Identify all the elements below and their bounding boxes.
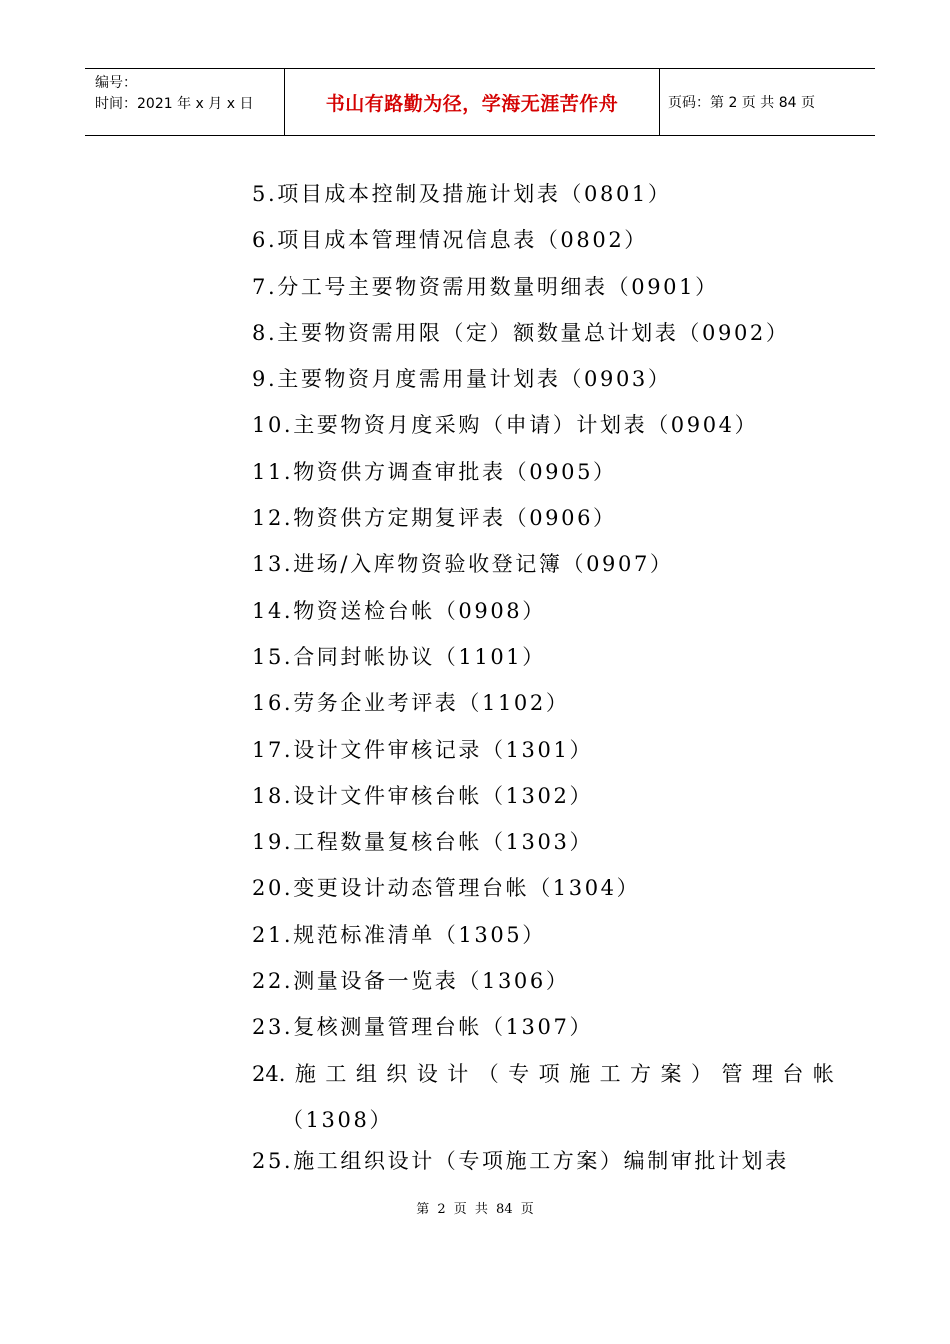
header-motto: 书山有路勤为径，学海无涯苦作舟 — [325, 92, 619, 115]
list-item: 7.分工号主要物资需用数量明细表（0901） — [252, 274, 719, 299]
list-item: 20.变更设计动态管理台帐（1304） — [252, 876, 641, 901]
list-item: 17.设计文件审核记录（1301） — [252, 737, 594, 762]
list-item: 23.复核测量管理台帐（1307） — [252, 1015, 594, 1040]
document-number-label: 编号： — [95, 75, 137, 91]
list-item-24-char: 施 — [294, 1061, 316, 1086]
list-item: 11.物资供方调查审批表（0905） — [252, 459, 617, 484]
list-item: 9.主要物资月度需用量计划表（0903） — [252, 367, 672, 392]
list-item: 15.合同封帐协议（1101） — [252, 644, 546, 669]
list-item-24-char: 项 — [538, 1061, 560, 1086]
header-divider — [659, 69, 660, 135]
list-item-24-char: 方 — [630, 1061, 652, 1086]
list-item: 13.进场/入库物资验收登记簿（0907） — [252, 552, 674, 577]
header-page-info: 页码：第 2 页 共 84 页 — [668, 95, 815, 111]
header-meta — [95, 73, 253, 115]
page-header — [85, 68, 875, 136]
list-item: 12.物资供方定期复评表（0906） — [252, 506, 617, 531]
list-item-24-char: 工 — [325, 1061, 347, 1086]
list-item-24 — [252, 1056, 834, 1143]
list-item-24-char: 台 — [782, 1061, 804, 1086]
list-item-24-line1 — [252, 1056, 834, 1102]
document-time-label: 时间：2021 年 x 月 x 日 — [95, 96, 254, 112]
list-item-24-char: 管 — [721, 1061, 743, 1086]
list-item-24-char: 织 — [386, 1061, 408, 1086]
list-item: 19.工程数量复核台帐（1303） — [252, 830, 594, 855]
list-item: 5.项目成本控制及措施计划表（0801） — [252, 182, 672, 206]
list-item-24-char: 案 — [660, 1061, 682, 1086]
list-item: 22.测量设备一览表（1306） — [252, 969, 570, 994]
list-item-24-char: 设 — [416, 1061, 438, 1086]
list-item: 6.项目成本管理情况信息表（0802） — [252, 228, 648, 253]
list-item-24-char: 施 — [569, 1061, 591, 1086]
list-item-24-char: 工 — [599, 1061, 621, 1086]
list-item-24-char: 专 — [508, 1061, 530, 1086]
list-item: 25.施工组织设计（专项施工方案）编制审批计划表 — [252, 1148, 789, 1173]
list-item-24-char: ） — [690, 1061, 712, 1086]
list-item-24-continuation: （1308） — [282, 1107, 394, 1132]
page-footer: 第 2 页 共 84 页 — [416, 1202, 534, 1217]
list-item: 10.主要物资月度采购（申请）计划表（0904） — [252, 413, 759, 438]
list-item-24-char: 计 — [447, 1061, 469, 1086]
list-item: 14.物资送检台帐（0908） — [252, 598, 546, 623]
list-item-24-char: （ — [477, 1061, 499, 1086]
list-item: 21.规范标准清单（1305） — [252, 922, 546, 947]
list-item-24-char: 组 — [355, 1061, 377, 1086]
list-item: 8.主要物资需用限（定）额数量总计划表（0902） — [252, 320, 790, 345]
form-list — [252, 176, 834, 1189]
list-item: 16.劳务企业考评表（1102） — [252, 691, 570, 716]
list-item-number: 24. — [252, 1061, 286, 1086]
list-item: 18.设计文件审核台帐（1302） — [252, 783, 594, 808]
list-item-24-char: 帐 — [812, 1061, 834, 1086]
list-item-24-char: 理 — [751, 1061, 773, 1086]
